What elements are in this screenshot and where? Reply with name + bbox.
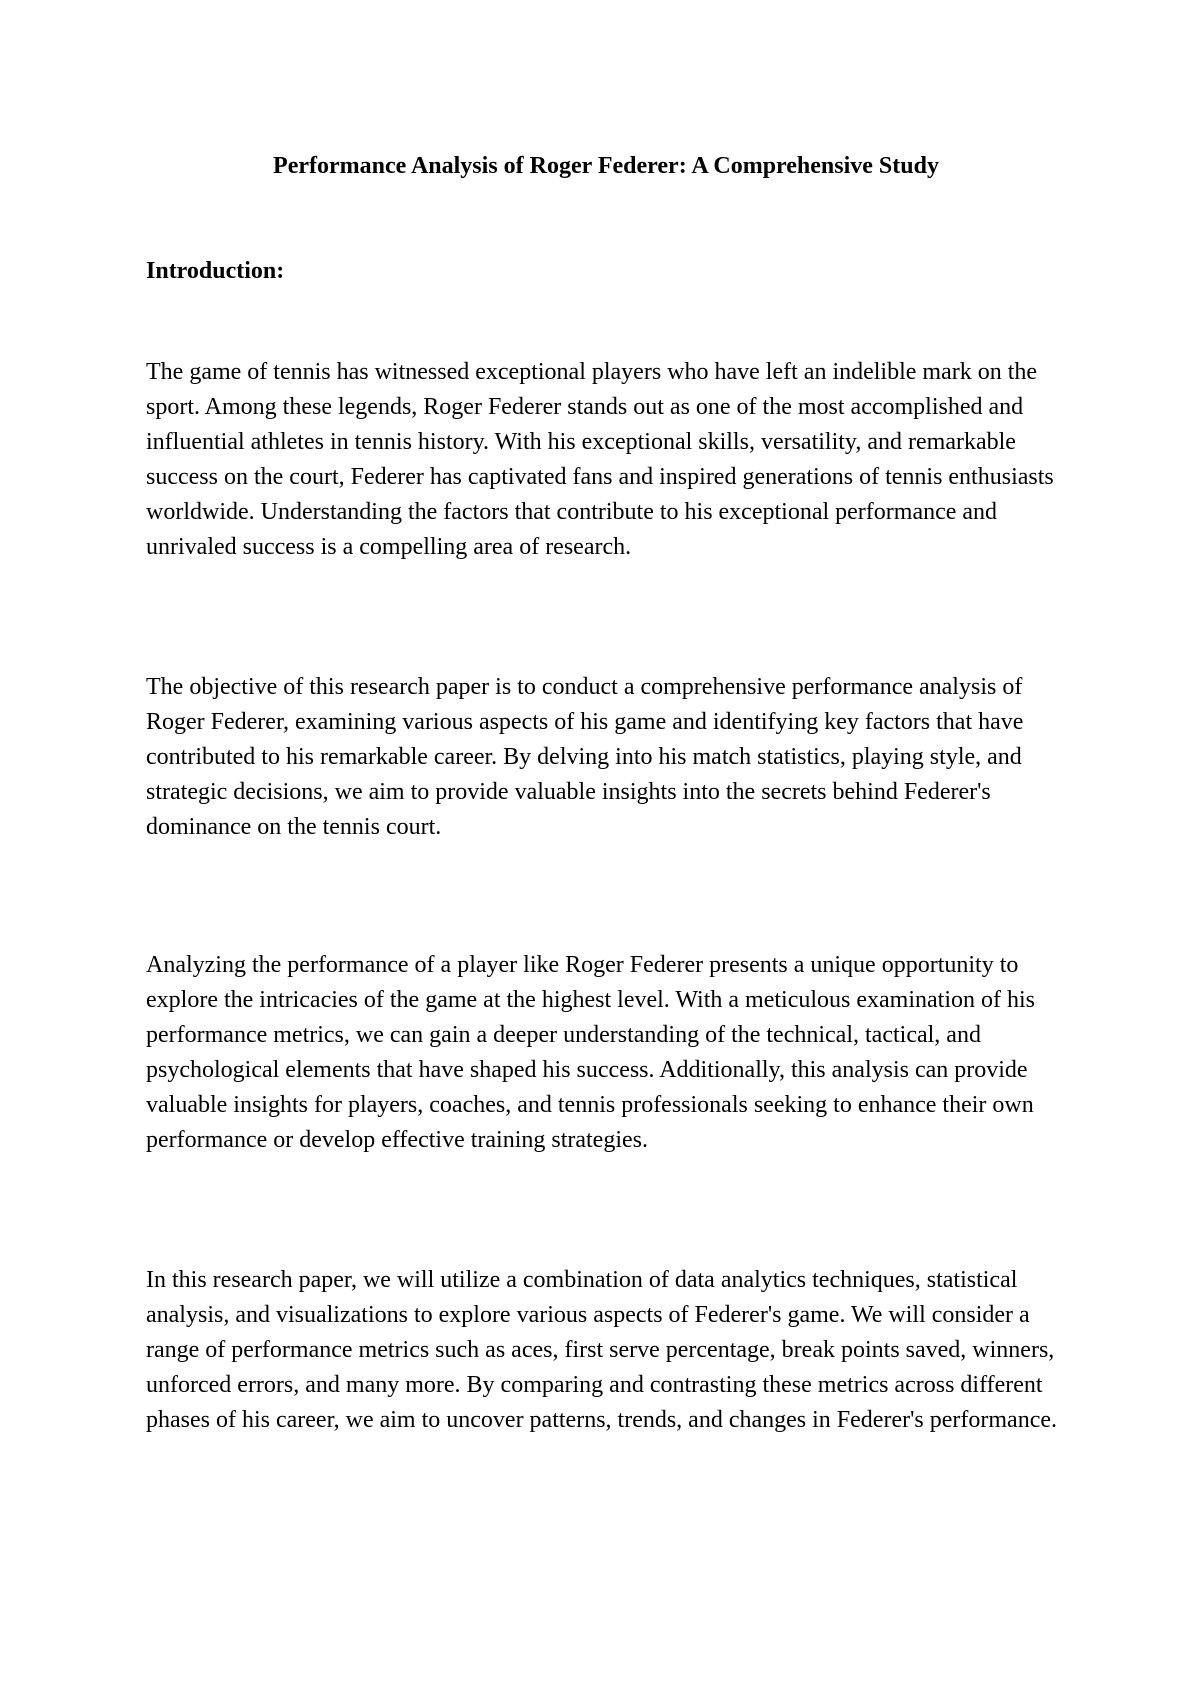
paragraph-3: Analyzing the performance of a player like Roger Federer presents a unique opportunity to explore the intricacies of the game at the highest level. With a meticulous examination of his performance metrics, we can gain a deeper understanding of the technical, tactical, and psychological elements that have shaped his success. Additionally, this analysis can provide valuable insights for players, coaches, and tennis professionals seeking to enhance their own performance or develop effective training strategies. (146, 952, 1035, 1153)
section-heading: Introduction: (146, 258, 285, 284)
document-title: Performance Analysis of Roger Federer: A Comprehensive Study (273, 153, 939, 179)
paragraph-2: The objective of this research paper is to conduct a comprehensive performance analysis of Roger Federer, examining various aspects of his game and identifying key factors that have contributed to his remarkable career. By delving into his match statistics, playing style, and strategic decisions, we aim to provide valuable insights into the secrets behind Federer's dominance on the tennis court. (146, 674, 1024, 840)
paragraph-4: In this research paper, we will utilize a combination of data analytics techniques, statistical analysis, and visualizations to explore various aspects of Federer's game. We will consider a range of performance metrics such as aces, first serve percentage, break points saved, winners, unforced errors, and many more. By comparing and contrasting these metrics across different phases of his career, we aim to uncover patterns, trends, and changes in Federer's performance. (146, 1267, 1058, 1433)
paragraph-1: The game of tennis has witnessed exceptional players who have left an indelible mark on the sport. Among these legends, Roger Federer stands out as one of the most accomplished and influential athletes in tennis history. With his exceptional skills, versatility, and remarkable success on the court, Federer has captivated fans and inspired generations of tennis enthusiasts worldwide. Understanding the factors that contribute to his exceptional performance and unrivaled success is a compelling area of research. (146, 359, 1054, 560)
